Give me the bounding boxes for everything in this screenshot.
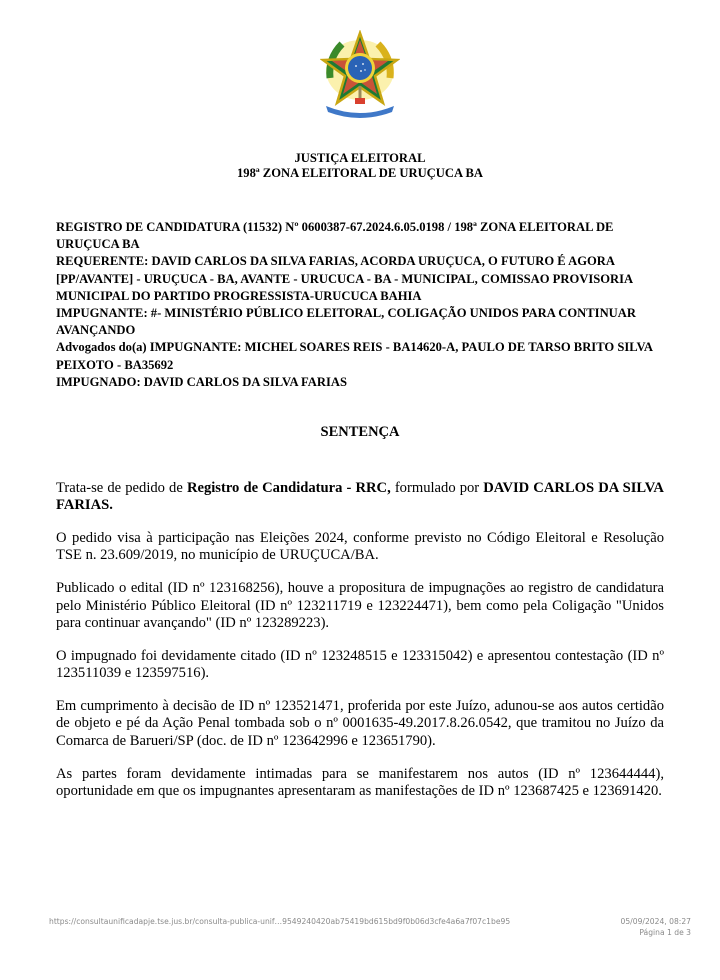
court-header (0, 151, 720, 181)
text-run: Trata-se de pedido de (56, 480, 187, 496)
paragraph: Publicado o edital (ID nº 123168256), houve a propositura de impugnações ao registro de candidatura pelo Ministério Público Eleitoral (ID nº 123211719 e 123224471), bem como pela Coligação "Unidos para continuar avançando" (ID nº 123289223). (56, 580, 664, 631)
bold-text-run: Registro de Candidatura - RRC, (186, 480, 391, 496)
paragraph: As partes foram devidamente intimadas para se manifestarem nos autos (ID nº 123644444), oportunidade em que os impugnantes apresentaram as manifestações de ID nº 123687425 e 123691420. (56, 765, 664, 799)
case-respondent: IMPUGNADO: DAVID CARLOS DA SILVA FARIAS (56, 374, 347, 389)
court-name: JUSTIÇA ELEITORAL (294, 151, 426, 165)
paragraph: O pedido visa à participação nas Eleições 2024, conforme previsto no Código Eleitoral e Resolução TSE n. 23.609/2019, no município de URUÇUCA/BA. (56, 530, 664, 564)
case-applicant: REQUERENTE: DAVID CARLOS DA SILVA FARIAS, ACORDA URUÇUCA, O FUTURO É AGORA [PP/AVANTE] - URUÇUCA - BA, AVANTE - URUCUCA - BA - MUNICIPAL, COMISSAO PROVISORIA MUNICIPAL DO PARTIDO PROGRESSISTA-URUCUCA BAHIA (56, 254, 633, 303)
case-challenger: IMPUGNANTE: #- MINISTÉRIO PÚBLICO ELEITORAL, COLIGAÇÃO UNIDOS PARA CONTINUAR AVANÇANDO (56, 306, 636, 338)
bold-text-run: DAVID CARLOS DA SILVA FARIAS. (56, 480, 664, 514)
text-run: formulado por (390, 480, 484, 496)
paragraph (56, 480, 664, 515)
document-body (56, 480, 664, 816)
print-datetime: 05/09/2024, 08:27 (620, 917, 691, 926)
paragraph: Em cumprimento à decisão de ID nº 123521471, proferida por este Juízo, adunou-se aos autos certidão de objeto e pé da Ação Penal tombada sob o nº 0001635-49.2017.8.26.0542, que tramitou no Juízo da Comarca de Barueri/SP (doc. de ID nº 123642996 e 123651790). (56, 698, 664, 749)
case-header (56, 219, 666, 391)
document-title: SENTENÇA (320, 424, 400, 440)
case-registration: REGISTRO DE CANDIDATURA (11532) Nº 0600387-67.2024.6.05.0198 / 198ª ZONA ELEITORAL DE URUÇUCA BA (56, 220, 614, 252)
case-lawyers: Advogados do(a) IMPUGNANTE: MICHEL SOARES REIS - BA14620-A, PAULO DE TARSO BRITO SILVA PEIXOTO - BA35692 (56, 340, 653, 372)
footer-meta (621, 917, 691, 938)
brazil-coat-of-arms-icon (320, 30, 400, 118)
footer-url: https://consultaunificadapje.tse.jus.br/consulta-publica-unif…9549240420ab75419bd615bd9f0b06d3cfe4a6a7f07c1be95 (49, 917, 511, 926)
page-number: Página 1 de 3 (639, 927, 691, 937)
electoral-zone: 198ª ZONA ELEITORAL DE URUÇUCA BA (236, 166, 484, 180)
paragraph: O impugnado foi devidamente citado (ID nº 123248515 e 123315042) e apresentou contestação (ID nº 123511039 e 123597516). (56, 647, 664, 682)
